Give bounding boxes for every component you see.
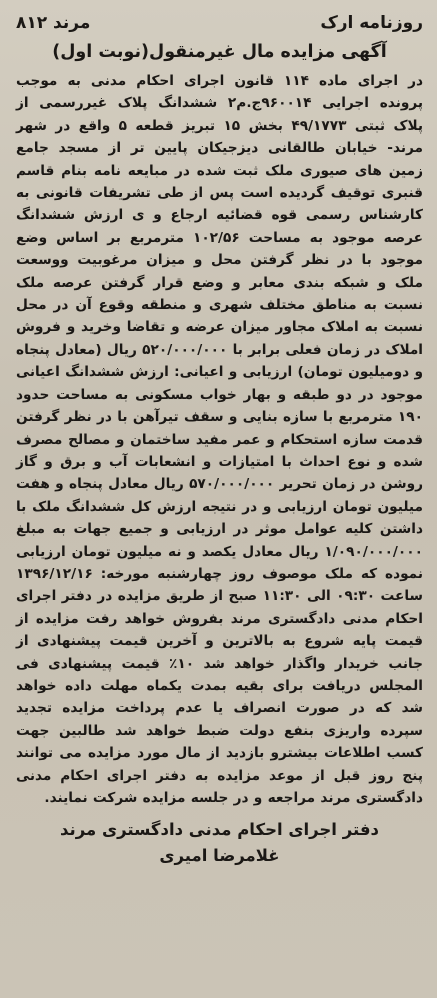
signature-office: دفتر اجرای احکام مدنی دادگستری مرند xyxy=(60,820,379,840)
issue-code: مرند ۸۱۲ xyxy=(16,13,91,33)
signature-block xyxy=(16,817,423,869)
masthead xyxy=(16,8,423,38)
newspaper-name: روزنامه ارک xyxy=(320,13,423,33)
signature-name: غلامرضا امیری xyxy=(159,846,280,866)
notice-title: آگهی مزایده مال غیرمنقول(نوبت اول) xyxy=(52,42,387,62)
notice-body: در اجرای ماده ۱۱۴ قانون اجرای احکام مدنی به موجب پرونده اجرایی ۹۶۰۰۱۴ج.م۲ ششدانگ پلاک غیررسمی از پلاک ثبتی ۴۹/۱۷۷۳ بخش ۱۵ تبریز قطعه ۵ واقع در شهر مرند- خیابان طالقانی دیزجیکان پایین تر از مسجد جامع زمین های صیوری ملک ثبت شده در مبایعه نامه بنام قاسم قنبری توقیف گردیده است پس از طی تشریفات قانونی به کارشناس رسمی قوه قضائیه ارجاع و ی ارزش ششدانگ عرصه موجود به مساحت ۱۰۲/۵۶ مترمربع بر اساس وضع موجود با در نظر گرفتن محل و میزان مرغوبیت ووسعت ملک و شبکه بندی معابر و وضع قرار گرفتن عرصه ملک نسبت به مناطق مختلف شهری و منطقه وقوع آن در محل نسبت به املاک مجاور میزان عرضه و تقاضا وخرید و فروش املاک در زمان فعلی برابر با ۵۲۰/۰۰۰/۰۰۰ ریال (معادل پنجاه و دومیلیون تومان) ارزیابی و اعیانی: ارزش ششدانگ اعیانی موجود در دو طبقه و بهار خواب مسکونی به مساحت حدود ۱۹۰ مترمربع با سازه بنایی و سقف تیرآهن با در نظر گرفتن قدمت سازه استحکام و عمر مفید ساختمان و مصالح مصرف شده و نوع احداث با امتیازات و انشعابات آب و برق و گاز روشن در زمان تحریر ۵۷۰/۰۰۰/۰۰۰ ریال معادل پنجاه و هفت میلیون تومان ارزیابی و در نتیجه ارزش کل ششدانگ ملک با داشتن کلیه عوامل موثر در ارزیابی و جمیع جهات به مبلغ ۱/۰۹۰/۰۰۰/۰۰۰ ریال معادل یکصد و نه میلیون تومان ارزیابی نموده که ملک موصوف روز چهارشنبه مورخه: ۱۳۹۶/۱۲/۱۶ ساعت ۰۹:۳۰ الی ۱۱:۳۰ صبح از طریق مزایده در دفتر اجرای احکام مدنی دادگستری مرند بفروش خواهد رفت مزایده از قیمت پایه شروع به بالاترین و آخرین قیمت پیشنهادی از جانب خریدار واگذار خواهد شد ۱۰٪ قیمت پیشنهادی فی المجلس دریافت برای بقیه بمدت یکماه مهلت داده خواهد شد که در صورت انصراف یا عدم پرداخت مزایده تجدید سپرده واریزی بنفع دولت ضبط خواهد شد طالبین جهت کسب اطلاعات بیشترو بازدید از مال مورد مزایده می توانند پنج روز قبل از موعد مزایده به دفتر اجرای احکام مدنی دادگستری مرند مراجعه و در جلسه مزایده شرکت نمایند. xyxy=(16,73,424,806)
